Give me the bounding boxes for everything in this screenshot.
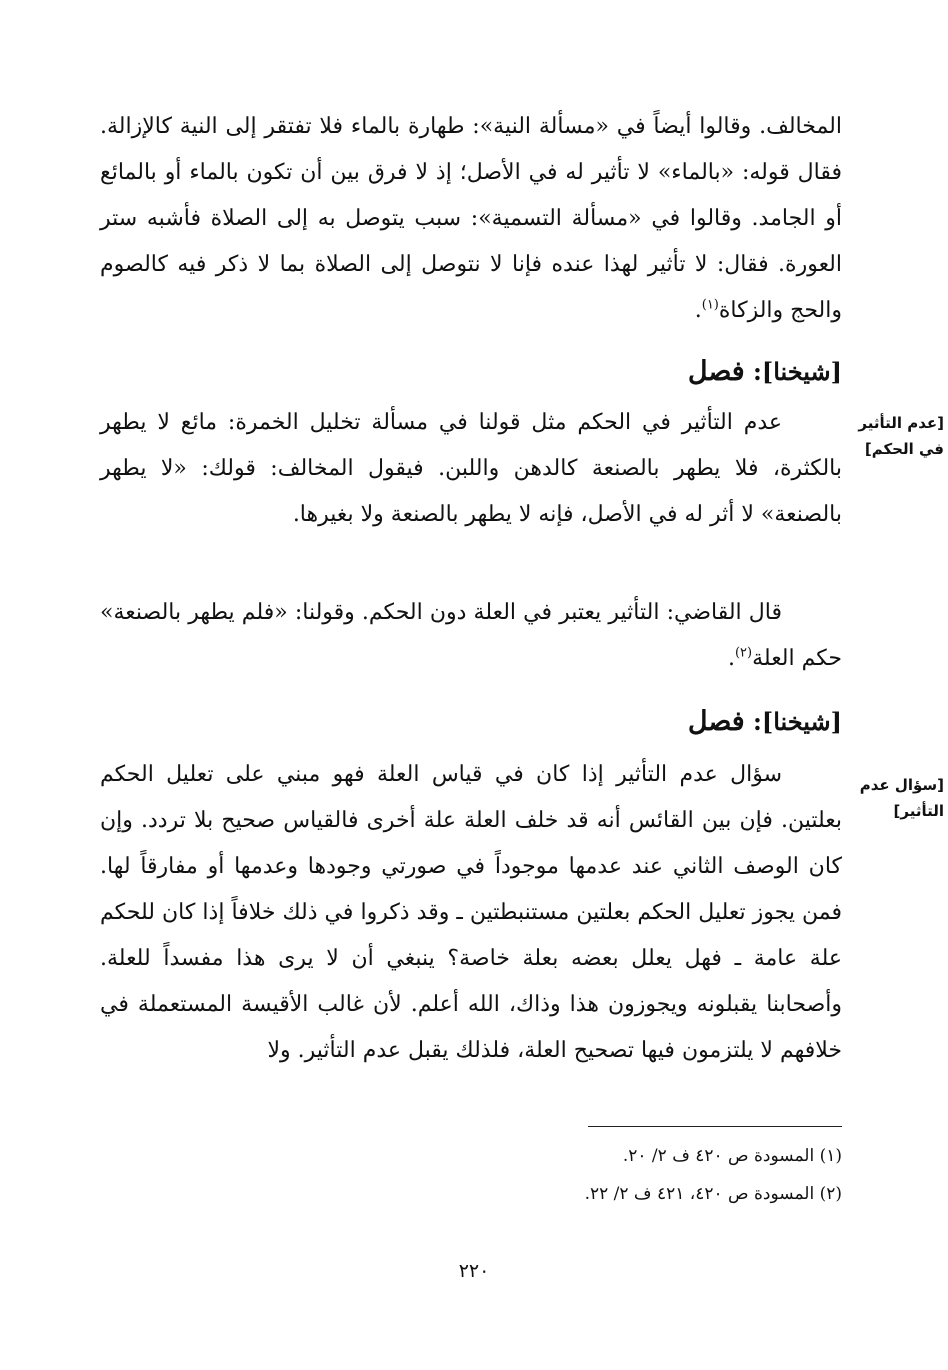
paragraph-continuation: المخالف. وقالوا أيضاً في «مسألة النية»: طهارة بالماء فلا تفتقر إلى النية كالإزالة. فقال قوله: «بالماء» لا تأثير له في الأصل؛ إذ لا فرق بين أن تكون بالماء أو بالمائع أو الجامد. وقالوا في «مسألة التسمية»: سبب يتوصل به إلى الصلاة فأشبه ستر العورة. فقال: لا تأثير لهذا عنده فإنا لا نتوصل إلى الصلاة بما لا ذكر فيه كالصوم والحج والزكاة$^{(١)}$. (100, 114, 842, 323)
paragraph-text: عدم التأثير في الحكم مثل قولنا في مسألة تخليل الخمرة: مائع لا يطهر بالكثرة، فلا يطهر بالصنعة كالدهن واللبن. فيقول المخالف: قولك: «لا يطهر بالصنعة» لا أثر له في الأصل، فإنه لا يطهر بالصنعة ولا بغيرها. (100, 410, 842, 527)
footnote: (٢) المسودة ص ٤٢٠، ٤٢١ ف ٢/ ٢٢. (584, 1184, 842, 1204)
paragraph-text: قال القاضي: التأثير يعتبر في العلة دون الحكم. وقولنا: «فلم يطهر بالصنعة» حكم العلة (100, 600, 842, 671)
paragraph (100, 752, 842, 1074)
page-number: ٢٢٠ (458, 1260, 490, 1282)
margin-note: [سؤال عدم التأثير] (859, 776, 944, 820)
footnote-reference: (٢) (734, 645, 753, 661)
paragraph: قال القاضي: التأثير يعتبر في العلة دون الحكم. وقولنا: «فلم يطهر بالصنعة» حكم العلة$^{(٢)}$. (100, 600, 842, 671)
paragraph (100, 400, 842, 538)
section-heading-word: فصل (687, 356, 745, 387)
footnote: (١) المسودة ص ٤٢٠ ف ٢/ ٢٠. (622, 1146, 842, 1166)
paragraph-text: سؤال عدم التأثير إذا كان في قياس العلة فهو مبني على تعليل الحكم بعلتين. فإن بين القائس أنه قد خلف العلة علة أخرى فالقياس صحيح بلا تردد. وإن كان الوصف الثاني عند عدمها موجوداً في صورتي وجودها وعدمها أو مفارقاً لها. فمن يجوز تعليل الحكم بعلتين مستنبطتين ـ وقد ذكروا في ذلك خلافاً إذا كان للحكم علة عامة ـ فهل يعلل بعضه بعلة خاصة؟ ينبغي أن لا يرى هذا مفسداً للعلة. وأصحابنا يقبلونه ويجوزون هذا وذاك، الله أعلم. لأن غالب الأقيسة المستعملة في خلافهم لا يلتزمون فيها تصحيح العلة، فلذلك يقبل عدم التأثير. ولا (100, 762, 842, 1063)
paragraph-text: المخالف. وقالوا أيضاً في «مسألة النية»: طهارة بالماء فلا تفتقر إلى النية كالإزالة. فقال قوله: «بالماء» لا تأثير له في الأصل؛ إذ لا فرق بين أن تكون بالماء أو بالمائع أو الجامد. وقالوا في «مسألة التسمية»: سبب يتوصل به إلى الصلاة فأشبه ستر العورة. فقال: لا تأثير لهذا عنده فإنا لا نتوصل إلى الصلاة بما لا ذكر فيه كالصوم والحج والزكاة (100, 114, 842, 323)
margin-note: [عدم التأثير في الحكم] (858, 414, 944, 458)
footnote-separator (588, 1126, 842, 1127)
section-heading: [شيخنا]: فصل (687, 356, 842, 387)
footnote-reference: (١) (701, 297, 719, 313)
section-heading: [شيخنا]: فصل (687, 706, 842, 737)
section-heading-word: فصل (687, 706, 745, 737)
